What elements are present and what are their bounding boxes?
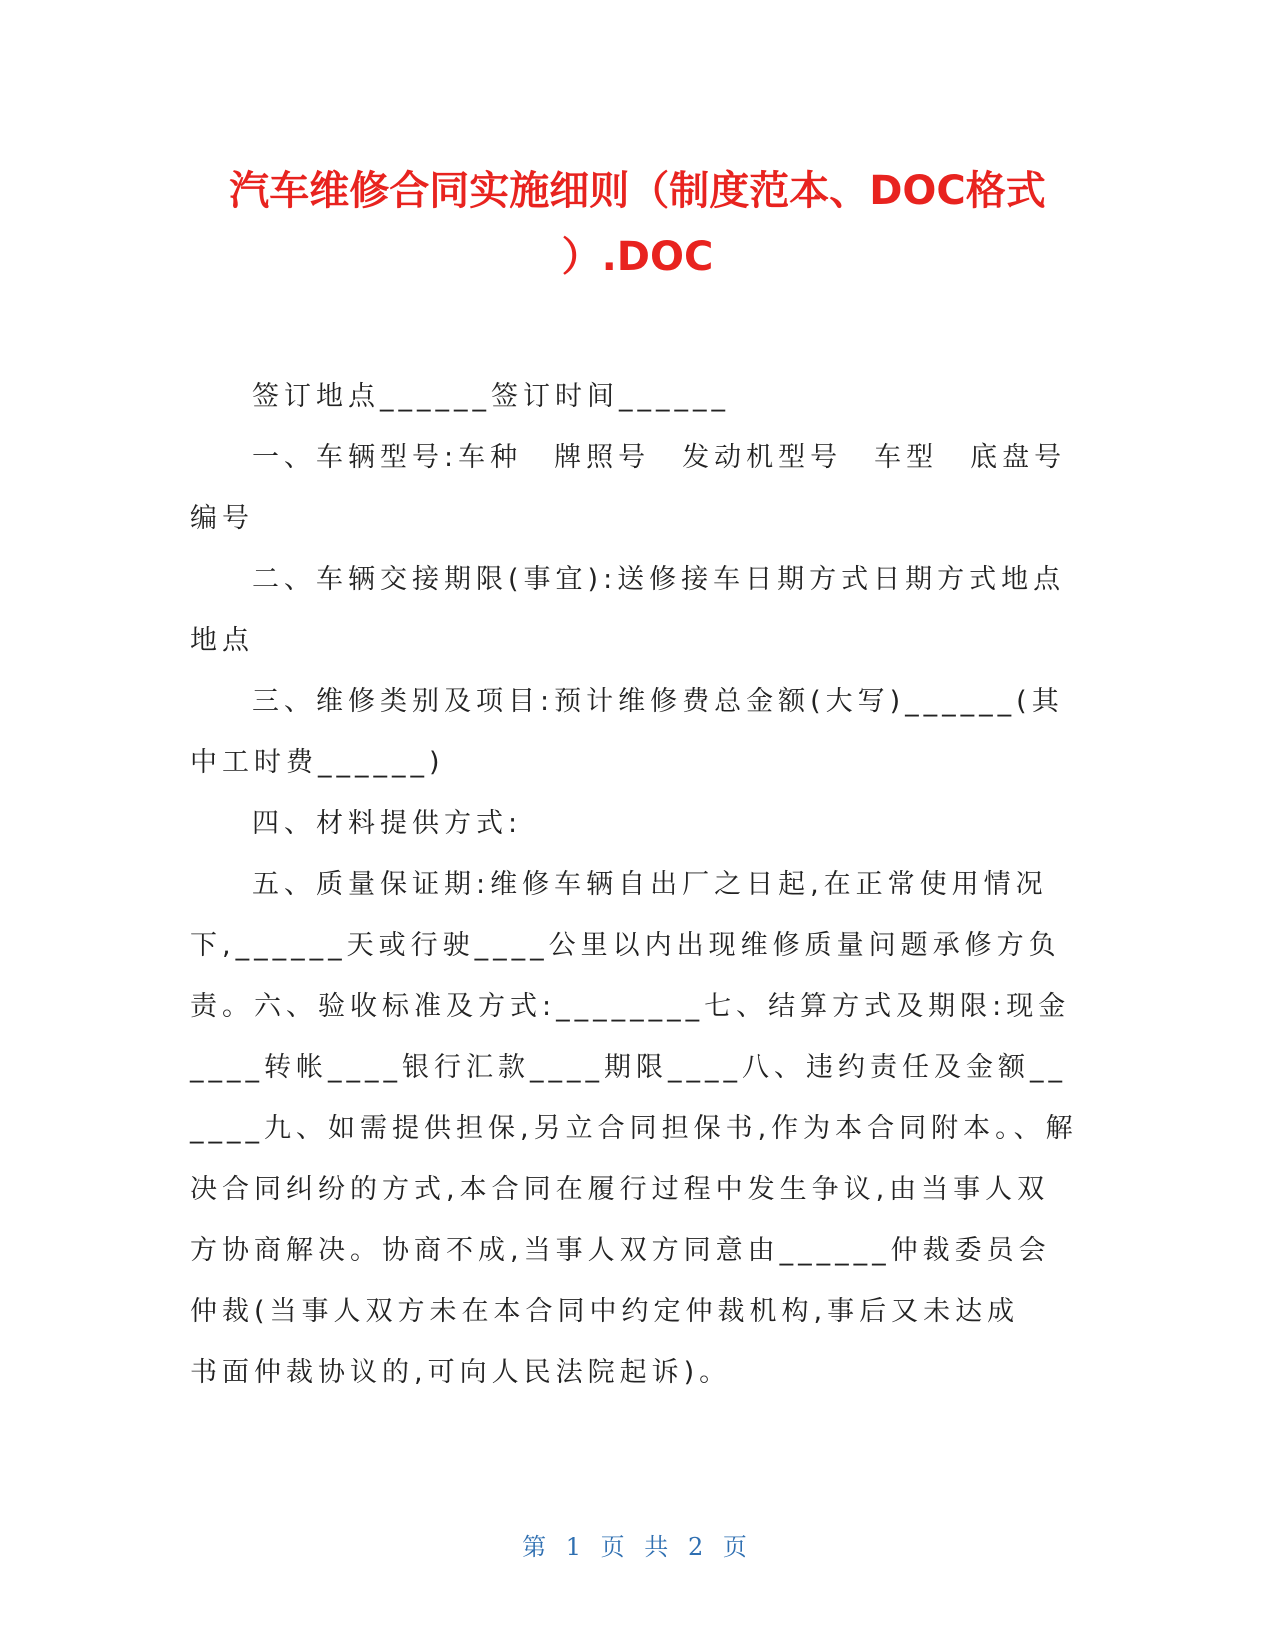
paragraph-arbitration-end: 书面仲裁协议的,可向人民法院起诉)。 xyxy=(190,1357,732,1388)
paragraph-material-supply: 四、材料提供方式: xyxy=(252,808,523,839)
paragraph-repair-category: 三、维修类别及项目:预计维修费总金额(大写)______(其中工时费______) xyxy=(190,686,1064,778)
page-number-footer: 第 1 页 共 2 页 xyxy=(522,1533,753,1561)
document-body xyxy=(190,366,1080,1403)
title-line-1: 汽车维修合同实施细则（制度范本、DOC格式 xyxy=(229,168,1046,214)
paragraph-vehicle-handover: 二、车辆交接期限(事宜):送修接车日期方式日期方式地点地点 xyxy=(190,564,1066,656)
title-line-2: ）.DOC xyxy=(561,234,714,280)
paragraph-vehicle-model: 一、车辆型号:车种 牌照号 发动机型号 车型 底盘号编号 xyxy=(190,442,1067,534)
document-title xyxy=(160,158,1115,290)
paragraph-quality-warranty: 五、质量保证期:维修车辆自出厂之日起,在正常使用情况下,______天或行驶____公里以内出现维修质量问题承修方负责。六、验收标准及方式:________七、结算方式及期限:现金____转帐____银行汇款____期限____八、违约责任及金额______九、如需提供担保,另立合同担保书,作为本合同附本。、解决合同纠纷的方式,本合同在履行过程中发生争议,由当事人双方协商解决。协商不成,当事人双方同意由______仲裁委员会仲裁(当事人双方未在本合同中约定仲裁机构,事后又未达成 xyxy=(190,869,1078,1327)
paragraph-signing: 签订地点______签订时间______ xyxy=(252,381,730,412)
